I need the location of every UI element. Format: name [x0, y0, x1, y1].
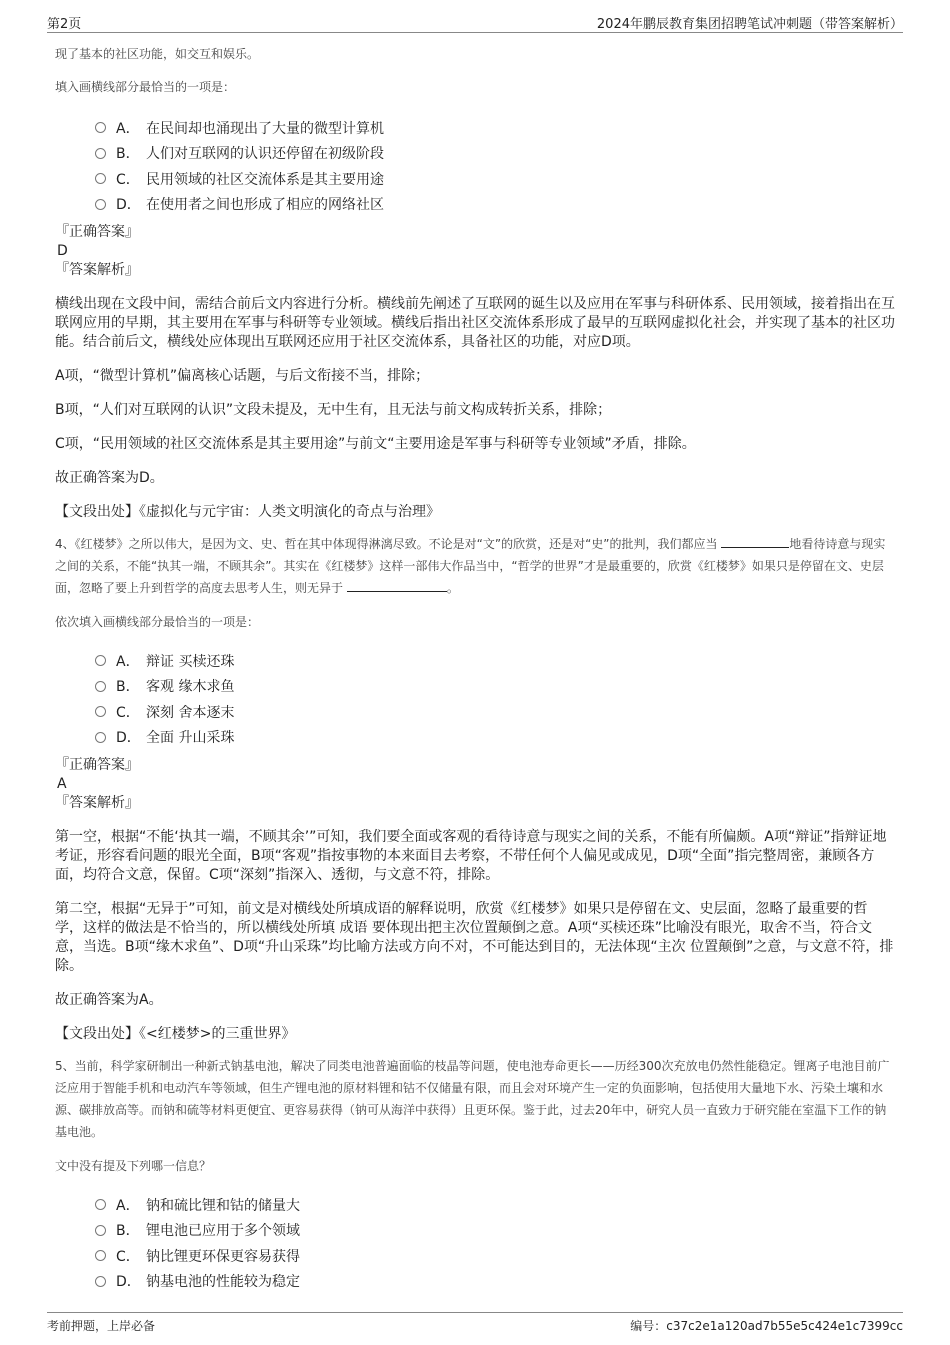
q3-analysis-label: 『答案解析』 [55, 262, 139, 278]
q3-option-a[interactable]: A． 在民间却也涌现出了大量的微型计算机 [95, 115, 895, 141]
q5-option-b[interactable]: B． 锂电池已应用于多个领域 [95, 1218, 895, 1244]
q4-source: 【文段出处】《<红楼梦>的三重世界》 [55, 1026, 296, 1042]
radio-icon[interactable] [95, 1276, 106, 1287]
q5-prompt: 文中没有提及下列哪一信息？ [55, 1159, 212, 1173]
q5-passage: 5、当前，科学家研制出一种新式钠基电池，解决了同类电池普遍面临的枝晶等问题，使电池寿命更长——历经300次充放电仍然性能稳定。锂离子电池目前广泛应用于智能手机和电动汽车等领域，但生产锂电池的原材料锂和钴不仅储量有限，而且会对环境产生一定的负面影响，包括使用大量地下水、污染土壤和水源、碳排放高等。而钠和硫等材料更便宜、更容易获得（钠可从海洋中获得）且更环保。鉴于此，过去20年中，研究人员一直致力于研究能在室温下工作的钠基电池。 [55, 1059, 890, 1139]
q3-correct-answer-label: 『正确答案』 [55, 224, 139, 240]
q3-conclusion: 故正确答案为D。 [55, 470, 164, 486]
page-number: 第2页 [47, 17, 82, 32]
document-title: 2024年鹏辰教育集团招聘笔试冲刺题（带答案解析） [596, 17, 903, 32]
q3-analysis-c: C项，“民用领域的社区交流体系是其主要用途”与前文“主要用途是军事与科研等专业领域”矛盾，排除。 [55, 436, 696, 452]
fill-blank [347, 579, 447, 592]
radio-icon[interactable] [95, 1199, 106, 1210]
radio-icon[interactable] [95, 706, 106, 717]
q5-option-c[interactable]: C． 钠比锂更环保更容易获得 [95, 1243, 895, 1269]
q4-correct-answer-label: 『正确答案』 [55, 757, 139, 773]
page-content [55, 43, 895, 1294]
q4-option-c[interactable]: C． 深刻 舍本逐末 [95, 699, 895, 725]
radio-icon[interactable] [95, 148, 106, 159]
footer-slogan: 考前押题，上岸必备 [47, 1319, 156, 1333]
q4-option-a[interactable]: A． 辩证 买椟还珠 [95, 648, 895, 674]
q3-option-c[interactable]: C． 民用领域的社区交流体系是其主要用途 [95, 166, 895, 192]
fill-blank [721, 535, 789, 548]
q5-option-a[interactable]: A． 钠和硫比锂和钴的储量大 [95, 1192, 895, 1218]
q3-passage-tail: 现了基本的社区功能，如交互和娱乐。 [55, 47, 260, 61]
q3-analysis-a: A项，“微型计算机”偏离核心话题，与后文衔接不当，排除； [55, 368, 430, 384]
radio-icon[interactable] [95, 1225, 106, 1236]
document-code: 编号：c37c2e1a120ad7b55e5c424e1c7399cc [630, 1319, 903, 1333]
q3-prompt: 填入画横线部分最恰当的一项是： [55, 80, 236, 94]
q3-source: 【文段出处】《虚拟化与元宇宙：人类文明演化的奇点与治理》 [55, 504, 440, 520]
q4-analysis-blank1: 第一空，根据“不能‘执其一端，不顾其余’”可知，我们要全面或客观的看待诗意与现实之间的关系，不能有所偏颇。A项“辩证”指辩证地考证，形容看问题的眼光全面，B项“客观”指按事物的本来面目去考察，不带任何个人偏见或成见，D项“全面”指完整周密，兼顾各方面，均符合文意，保留。C项“深刻”指深入、透彻，与文意不符，排除。 [55, 829, 887, 883]
radio-icon[interactable] [95, 655, 106, 666]
q5-options [95, 1192, 895, 1294]
q3-analysis-b: B项，“人们对互联网的认识”文段未提及，无中生有，且无法与前文构成转折关系，排除； [55, 402, 612, 418]
radio-icon[interactable] [95, 199, 106, 210]
q4-analysis-blank2: 第二空，根据“无异于”可知，前文是对横线处所填成语的解释说明，欣赏《红楼梦》如果只是停留在文、史层面，忽略了最重要的哲学，这样的做法是不恰当的，所以横线处所填 成语 要体现出把主次位置颠倒之意。A项“买椟还珠”比喻没有眼光，取舍不当，符合文意，当选。B项“缘木求鱼”、D项“升山采珠”均比喻方法或方向不对，不可能达到目的，无法体现“主次 位置颠倒”之意，与文意不符，排除。 [55, 901, 894, 974]
radio-icon[interactable] [95, 122, 106, 133]
q5-option-d[interactable]: D． 钠基电池的性能较为稳定 [95, 1269, 895, 1295]
radio-icon[interactable] [95, 732, 106, 743]
q3-analysis-paragraph: 横线出现在文段中间，需结合前后文内容进行分析。横线前先阐述了互联网的诞生以及应用在军事与科研体系、民用领域，接着指出在互联网应用的早期，其主要用在军事与科研等专业领域。横线后指出社区交流体系形成了最早的互联网虚拟化社会，并实现了基本的社区功能。结合前后文，横线处应体现出互联网还应用于社区交流体系，具备社区的功能，对应D项。 [55, 296, 895, 350]
q4-conclusion: 故正确答案为A。 [55, 992, 163, 1008]
radio-icon[interactable] [95, 1250, 106, 1261]
q4-analysis-label: 『答案解析』 [55, 795, 139, 811]
page-header [47, 10, 903, 33]
q4-prompt: 依次填入画横线部分最恰当的一项是： [55, 615, 260, 629]
q4-option-d[interactable]: D． 全面 升山采珠 [95, 725, 895, 751]
radio-icon[interactable] [95, 681, 106, 692]
q3-answer: D [57, 243, 68, 259]
page-footer [47, 1312, 903, 1335]
q4-option-b[interactable]: B． 客观 缘木求鱼 [95, 674, 895, 700]
q4-answer: A [57, 776, 67, 792]
q4-options [95, 648, 895, 750]
radio-icon[interactable] [95, 173, 106, 184]
q3-option-d[interactable]: D． 在使用者之间也形成了相应的网络社区 [95, 192, 895, 218]
q3-options [95, 115, 895, 217]
q3-option-b[interactable]: B． 人们对互联网的认识还停留在初级阶段 [95, 141, 895, 167]
q4-passage: 4、《红楼梦》之所以伟大，是因为文、史、哲在其中体现得淋漓尽致。不论是对“文”的欣赏，还是对“史”的批判，我们都应当 地看待诗意与现实之间的关系，不能“执其一端，不顾其余”。其实在《红楼梦》这样一部伟大作品当中，“哲学的世界”才是最重要的，欣赏《红楼梦》如果只是停留在文、史层面，忽略了要上升到哲学的高度去思考人生，则无异于 。 [55, 537, 886, 595]
